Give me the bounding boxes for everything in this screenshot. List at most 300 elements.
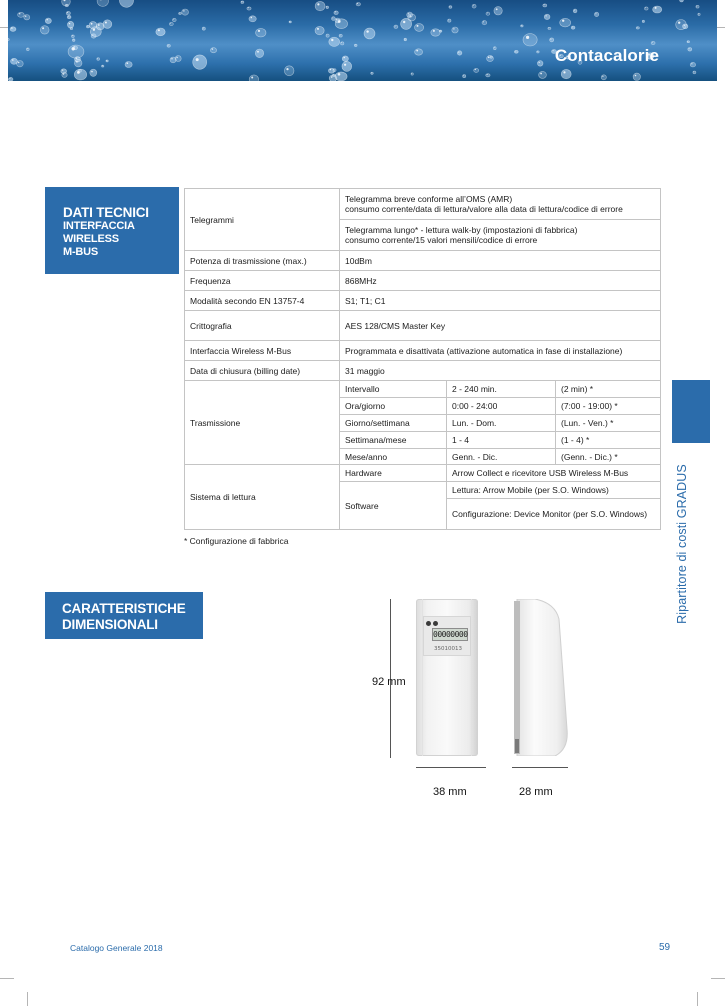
droplet-highlight: [286, 68, 288, 70]
droplet-highlight: [344, 64, 346, 66]
transmission-param: Intervallo: [340, 381, 447, 398]
water-droplet: [335, 72, 347, 81]
droplet-highlight: [19, 13, 20, 14]
droplet-highlight: [340, 35, 341, 36]
water-droplet: [89, 22, 97, 29]
droplet-highlight: [331, 76, 333, 78]
droplet-highlight: [170, 23, 171, 24]
droplet-highlight: [655, 7, 657, 9]
crop-mark: [0, 978, 14, 979]
droplet-highlight: [242, 1, 243, 2]
water-droplet: [8, 38, 9, 40]
water-droplet: [67, 21, 73, 28]
water-droplet: [315, 1, 325, 10]
section-title-line: CARATTERISTICHE: [62, 601, 186, 616]
droplet-highlight: [540, 73, 542, 75]
droplet-highlight: [102, 65, 103, 66]
row-label: Frequenza: [185, 271, 340, 291]
droplet-highlight: [251, 77, 253, 79]
water-droplet: [175, 56, 181, 62]
page-number: 59: [659, 942, 671, 953]
row-label: Modalità secondo EN 13757-4: [185, 291, 340, 311]
water-droplet: [62, 73, 67, 78]
water-droplet: [193, 55, 207, 69]
meter-button-icon: [426, 621, 431, 626]
droplet-highlight: [553, 50, 554, 51]
transmission-range: Lun. - Dom.: [447, 415, 556, 432]
water-droplet: [411, 73, 413, 75]
droplet-highlight: [25, 16, 26, 17]
water-droplet: [487, 55, 494, 61]
water-droplet: [249, 75, 258, 81]
water-droplet: [241, 1, 244, 4]
droplet-highlight: [97, 58, 98, 59]
droplet-highlight: [602, 76, 603, 77]
droplet-highlight: [483, 21, 484, 22]
water-droplet: [341, 42, 344, 45]
droplet-highlight: [595, 13, 596, 14]
droplet-highlight: [448, 20, 449, 21]
telegram-short-line: consumo corrente/data di lettura/valore alla data di lettura/codice di errore: [345, 204, 623, 214]
water-droplet: [371, 72, 374, 74]
water-droplet: [601, 75, 606, 80]
droplet-highlight: [179, 13, 180, 14]
water-droplet: [439, 30, 442, 32]
water-droplet: [394, 25, 398, 28]
software-label: Software: [340, 482, 447, 530]
droplet-highlight: [643, 21, 644, 22]
droplet-highlight: [487, 74, 488, 75]
water-droplet: [179, 12, 182, 14]
water-droplet: [449, 6, 452, 9]
water-droplet: [255, 49, 263, 58]
width-dimension-line-front: [416, 767, 486, 768]
water-droplet: [74, 69, 86, 80]
water-droplet: [571, 26, 575, 29]
water-droplet: [486, 74, 490, 77]
water-droplet: [65, 4, 68, 6]
meter-serial-number: 35010013: [434, 646, 462, 652]
transmission-range: Genn. - Dic.: [447, 449, 556, 465]
header-banner: [8, 0, 717, 81]
droplet-highlight: [335, 11, 336, 12]
water-droplet: [415, 24, 424, 32]
water-droplet: [431, 29, 440, 36]
crop-mark: [27, 992, 28, 1006]
row-value: S1; T1; C1: [340, 291, 661, 311]
transmission-default: (2 min) *: [556, 381, 661, 398]
transmission-range: 1 - 4: [447, 432, 556, 449]
droplet-highlight: [68, 16, 69, 17]
water-droplet: [102, 65, 104, 67]
water-droplet: [680, 0, 684, 2]
water-droplet: [70, 28, 73, 30]
droplet-highlight: [494, 47, 495, 48]
meter-lcd-display: 00000000: [433, 630, 468, 639]
droplet-highlight: [562, 20, 564, 22]
transmission-default: (1 - 4) *: [556, 432, 661, 449]
section-subtitle: [63, 220, 179, 259]
droplet-highlight: [91, 71, 93, 73]
transmission-default: (Genn. - Dic.) *: [556, 449, 661, 465]
water-droplet: [482, 21, 487, 25]
water-droplet: [472, 4, 476, 8]
crop-mark: [697, 992, 698, 1006]
droplet-highlight: [357, 3, 358, 4]
water-droplet: [354, 44, 357, 46]
water-droplet: [103, 20, 112, 29]
water-droplet: [415, 49, 423, 55]
water-droplet: [167, 44, 170, 47]
droplet-highlight: [458, 52, 459, 53]
droplet-highlight: [18, 62, 19, 63]
transmission-default: (Lun. - Ven.) *: [556, 415, 661, 432]
droplet-highlight: [635, 75, 637, 77]
water-droplet: [156, 28, 165, 36]
droplet-highlight: [105, 22, 107, 24]
droplet-highlight: [549, 28, 550, 29]
droplet-highlight: [251, 17, 253, 19]
droplet-highlight: [405, 39, 406, 40]
side-tab-label: Ripartitore di costi GRADUS: [675, 464, 689, 624]
water-droplet: [90, 69, 97, 76]
water-droplet: [457, 51, 462, 55]
droplet-highlight: [257, 51, 259, 53]
droplet-highlight: [176, 57, 177, 58]
droplet-highlight: [196, 58, 199, 61]
water-droplet: [645, 7, 649, 10]
water-droplet: [633, 73, 640, 80]
row-label: Interfaccia Wireless M-Bus: [185, 341, 340, 361]
droplet-highlight: [515, 51, 516, 52]
water-droplet: [698, 13, 700, 15]
droplet-highlight: [539, 62, 540, 63]
droplet-highlight: [440, 30, 441, 31]
droplet-highlight: [76, 61, 78, 63]
meter-button-icon: [433, 621, 438, 626]
water-droplet: [636, 27, 639, 29]
section-label-dimensional: [45, 592, 203, 639]
water-droplet: [401, 18, 412, 29]
water-droplet: [333, 69, 336, 72]
telegram-short-cell: [340, 189, 661, 220]
droplet-highlight: [183, 10, 184, 11]
droplet-highlight: [63, 74, 64, 75]
water-droplet: [642, 20, 644, 22]
height-dimension-label: 92 mm: [372, 676, 406, 688]
water-droplet: [514, 50, 518, 53]
droplet-highlight: [11, 27, 12, 28]
water-droplet: [651, 41, 655, 44]
software-value: Configurazione: Device Monitor (per S.O. Windows): [447, 499, 661, 530]
droplet-highlight: [550, 39, 551, 40]
droplet-highlight: [344, 57, 345, 58]
water-droplet: [523, 34, 537, 46]
droplet-highlight: [62, 70, 63, 71]
water-droplet: [67, 15, 71, 18]
water-droplet: [106, 60, 108, 62]
droplet-highlight: [652, 42, 653, 43]
droplet-highlight: [694, 72, 695, 73]
water-droplet: [594, 12, 598, 16]
droplet-highlight: [698, 14, 699, 15]
droplet-highlight: [473, 5, 474, 6]
droplet-highlight: [341, 42, 342, 43]
telegram-long-line: consumo corrente/15 valori mensili/codice di errore: [345, 235, 538, 245]
droplet-highlight: [417, 25, 419, 27]
water-droplet: [68, 45, 84, 58]
row-value: AES 128/CMS Master Key: [340, 311, 661, 341]
droplet-highlight: [691, 63, 692, 64]
droplet-highlight: [203, 28, 204, 29]
water-droplet: [72, 35, 75, 38]
water-droplet: [494, 7, 502, 15]
row-label: Potenza di trasmissione (max.): [185, 251, 340, 271]
water-droplet: [119, 0, 133, 7]
droplet-highlight: [66, 5, 67, 6]
water-droplet: [40, 26, 49, 34]
droplet-highlight: [12, 59, 14, 61]
water-droplet: [256, 28, 266, 37]
water-droplet: [339, 34, 342, 37]
droplet-highlight: [9, 78, 10, 79]
meter-groove: [471, 599, 472, 756]
water-droplet: [448, 19, 451, 22]
water-droplet: [169, 22, 173, 25]
droplet-highlight: [572, 27, 573, 28]
water-droplet: [676, 20, 687, 30]
droplet-highlight: [411, 73, 412, 74]
droplet-highlight: [333, 74, 334, 75]
water-droplet: [74, 59, 82, 67]
water-droplet: [544, 14, 550, 19]
water-droplet: [537, 51, 540, 53]
telegram-long-line: Telegramma lungo* - lettura walk-by (impostazioni di fabbrica): [345, 225, 578, 235]
water-droplet: [521, 25, 524, 27]
droplet-highlight: [69, 23, 70, 24]
droplet-highlight: [168, 45, 169, 46]
droplet-highlight: [463, 75, 464, 76]
droplet-highlight: [453, 28, 454, 29]
transmission-param: Giorno/settimana: [340, 415, 447, 432]
water-droplet: [284, 66, 294, 76]
water-droplet: [539, 71, 547, 78]
water-droplet: [289, 21, 291, 23]
droplet-highlight: [317, 28, 319, 30]
row-value: Programmata e disattivata (attivazione automatica in fase di installazione): [340, 341, 661, 361]
telegram-long-cell: [340, 220, 661, 251]
hardware-value: Arrow Collect e ricevitore USB Wireless M-Bus: [447, 465, 661, 482]
water-droplet: [404, 38, 407, 41]
droplet-highlight: [403, 21, 405, 23]
water-droplet: [26, 48, 29, 51]
droplet-highlight: [91, 23, 93, 25]
width-side-label: 28 mm: [519, 786, 553, 798]
water-droplet: [356, 2, 360, 5]
droplet-highlight: [71, 28, 72, 29]
water-droplet: [8, 77, 13, 81]
droplet-highlight: [544, 4, 545, 5]
technical-specs-table: [184, 188, 661, 530]
water-droplet: [550, 38, 554, 42]
droplet-highlight: [371, 73, 372, 74]
droplet-highlight: [72, 35, 73, 36]
water-droplet: [202, 27, 205, 30]
droplet-highlight: [317, 3, 319, 5]
droplet-highlight: [637, 27, 638, 28]
droplet-highlight: [537, 51, 538, 52]
water-droplet: [364, 28, 375, 39]
subtitle-line: INTERFACCIA: [63, 220, 135, 232]
section-title: DATI TECNICI: [63, 205, 149, 220]
water-droplet: [332, 74, 335, 76]
droplet-highlight: [678, 22, 680, 24]
water-droplet: [560, 18, 571, 27]
droplet-highlight: [563, 71, 565, 73]
heat-meter-front-image: [416, 599, 478, 756]
water-droplet: [342, 56, 348, 62]
software-value: Lettura: Arrow Mobile (per S.O. Windows): [447, 482, 661, 499]
subtitle-line: M-BUS: [63, 246, 99, 258]
water-droplet: [688, 48, 692, 52]
droplet-highlight: [687, 41, 688, 42]
water-droplet: [342, 61, 352, 71]
water-droplets-image: [8, 0, 717, 81]
droplet-highlight: [248, 7, 249, 8]
footer-catalog-label: Catalogo Generale 2018: [70, 943, 163, 953]
droplet-highlight: [47, 19, 48, 20]
droplet-highlight: [487, 13, 488, 14]
transmission-range: 0:00 - 24:00: [447, 398, 556, 415]
droplet-highlight: [546, 15, 547, 16]
water-droplet: [45, 18, 51, 24]
droplet-highlight: [496, 8, 498, 10]
water-droplet: [687, 41, 690, 43]
row-value: 31 maggio: [340, 361, 661, 381]
droplet-highlight: [87, 26, 88, 27]
water-droplet: [329, 37, 340, 46]
water-droplet: [66, 11, 70, 15]
droplet-highlight: [475, 69, 476, 70]
water-droplet: [182, 9, 189, 15]
droplet-highlight: [76, 58, 77, 59]
water-droplet: [172, 18, 176, 21]
droplet-highlight: [67, 12, 68, 13]
section-label-technical-data: [45, 187, 179, 274]
row-value: 10dBm: [340, 251, 661, 271]
water-droplet: [247, 7, 251, 10]
water-droplet: [72, 39, 75, 42]
section-title-line: DIMENSIONALI: [62, 617, 158, 632]
droplet-highlight: [27, 48, 28, 49]
water-droplet: [573, 9, 577, 13]
droplet-highlight: [42, 27, 44, 29]
water-droplet: [97, 0, 108, 6]
droplet-highlight: [526, 36, 529, 39]
transmission-param: Ora/giorno: [340, 398, 447, 415]
droplet-highlight: [338, 73, 341, 76]
water-droplet: [17, 61, 24, 67]
droplet-highlight: [395, 26, 396, 27]
row-value: 868MHz: [340, 271, 661, 291]
hardware-label: Hardware: [340, 465, 447, 482]
water-droplet: [125, 62, 132, 68]
droplet-highlight: [332, 18, 333, 19]
transmission-range: 2 - 240 min.: [447, 381, 556, 398]
page-title: Contacalorie: [554, 46, 659, 65]
droplet-highlight: [72, 47, 75, 50]
row-label: Crittografia: [185, 311, 340, 341]
water-droplet: [315, 26, 324, 34]
water-droplet: [326, 6, 329, 9]
droplet-highlight: [450, 6, 451, 7]
droplet-highlight: [127, 62, 129, 64]
water-droplet: [97, 58, 100, 61]
droplet-highlight: [433, 30, 435, 32]
droplet-highlight: [366, 30, 368, 32]
water-droplet: [18, 12, 25, 17]
water-droplet: [696, 5, 699, 8]
water-droplet: [249, 16, 256, 22]
water-droplet: [10, 27, 16, 32]
droplet-highlight: [106, 60, 107, 61]
droplet-highlight: [488, 57, 490, 59]
droplet-highlight: [645, 8, 646, 9]
water-droplet: [334, 11, 338, 15]
width-front-label: 38 mm: [433, 786, 467, 798]
row-label-trasmissione: Trasmissione: [185, 381, 340, 465]
water-droplet: [24, 15, 30, 20]
droplet-highlight: [73, 39, 74, 40]
crop-mark: [711, 978, 725, 979]
water-droplet: [561, 69, 571, 78]
water-droplet: [407, 12, 413, 18]
droplet-highlight: [326, 6, 327, 7]
water-droplet: [452, 27, 458, 33]
transmission-param: Settimana/mese: [340, 432, 447, 449]
water-droplet: [335, 19, 347, 29]
water-droplet: [474, 68, 479, 72]
water-droplet: [486, 12, 490, 15]
droplet-highlight: [327, 35, 328, 36]
droplet-highlight: [330, 69, 331, 70]
water-droplet: [463, 75, 466, 78]
width-dimension-line-side: [512, 767, 568, 768]
water-droplet: [537, 61, 543, 67]
droplet-highlight: [689, 48, 690, 49]
droplet-highlight: [408, 13, 409, 14]
droplet-highlight: [416, 50, 418, 52]
droplet-highlight: [98, 24, 100, 26]
droplet-highlight: [173, 19, 174, 20]
droplet-highlight: [77, 71, 80, 74]
droplet-highlight: [338, 20, 341, 23]
water-droplet: [326, 34, 329, 37]
water-droplet: [332, 17, 336, 21]
heat-meter-side-image: [511, 599, 571, 756]
transmission-param: Mese/anno: [340, 449, 447, 465]
row-label-sistema-lettura: Sistema di lettura: [185, 465, 340, 530]
transmission-default: (7:00 - 19:00) *: [556, 398, 661, 415]
footnote: * Configurazione di fabbrica: [184, 536, 289, 546]
droplet-highlight: [355, 45, 356, 46]
water-droplet: [653, 6, 662, 13]
telegram-short-line: Telegramma breve conforme all’OMS (AMR): [345, 194, 513, 204]
water-droplet: [693, 71, 696, 74]
subtitle-line: WIRELESS: [63, 233, 119, 245]
droplet-highlight: [212, 48, 213, 49]
droplet-highlight: [258, 30, 260, 32]
